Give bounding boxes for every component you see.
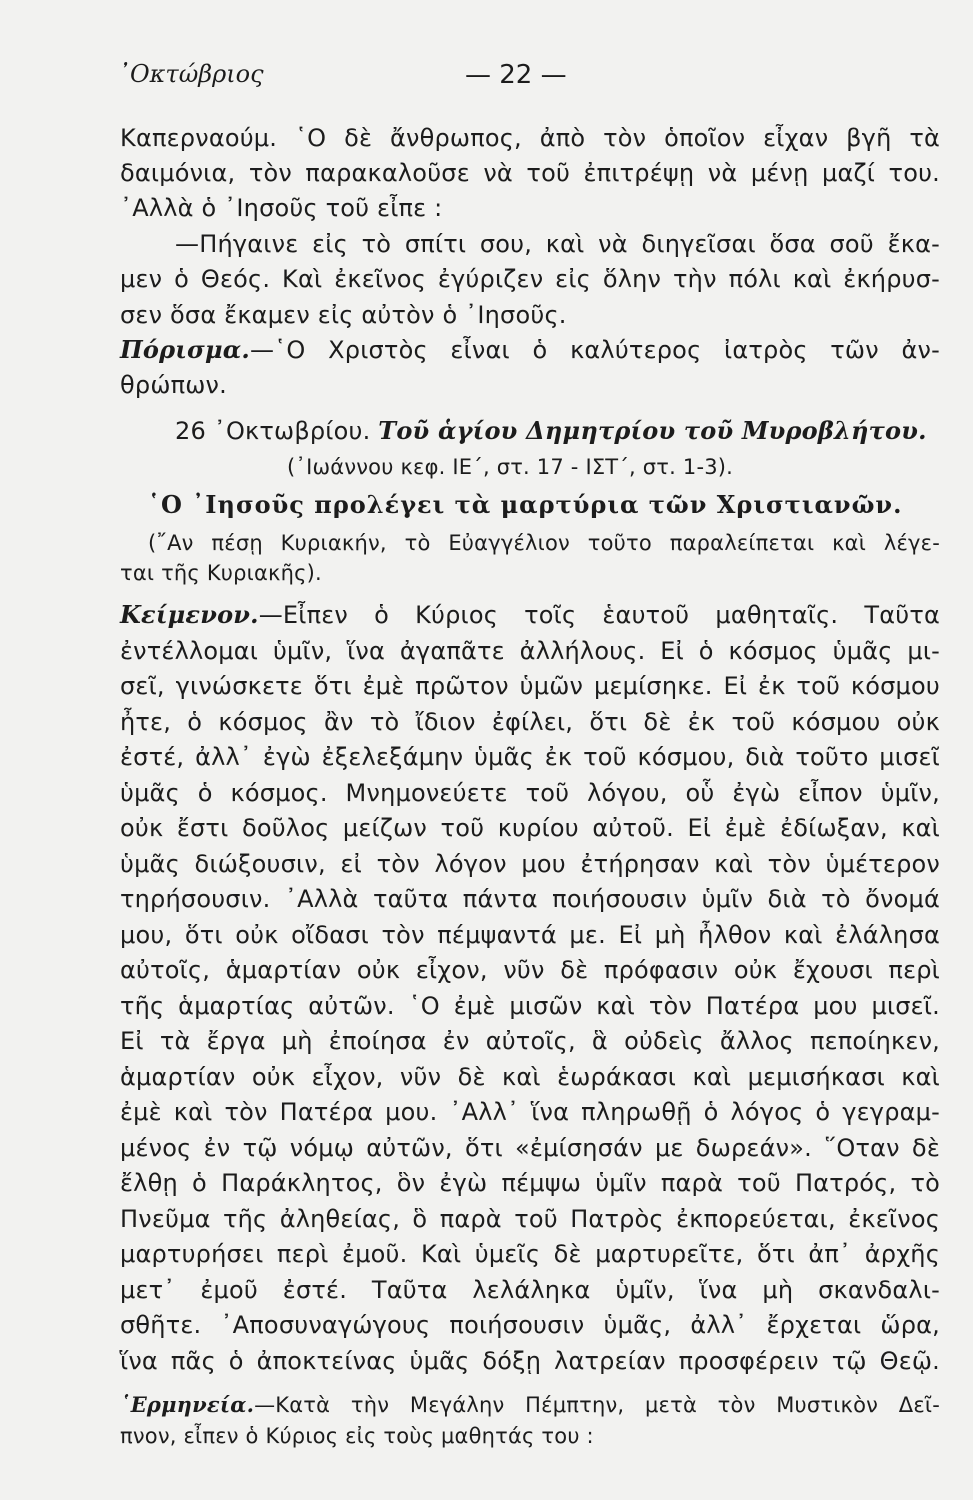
porisma-label: Πόρισμα. <box>120 335 250 364</box>
text-line: —Πήγαινε εἰς τὸ σπίτι σου, καὶ νὰ διηγεῖσαι ὅσα σοῦ ἔκα- <box>175 230 940 258</box>
section-title: ῾Ο ᾿Ιησοῦς προλέγει τὰ μαρτύρια τῶν Χριστιανῶν. <box>148 490 903 519</box>
text-line: Καπερναούμ. ῾Ο δὲ ἄνθρωπος, ἀπὸ τὸν ὁποῖον εἶχαν βγῆ τὰ <box>120 124 940 152</box>
feast-date: 26 ᾿Οκτωβρίου. <box>175 417 371 445</box>
text-line: ἐστέ, ἀλλ᾿ ἐγὼ ἐξελεξάμην ὑμᾶς ἐκ τοῦ κόσμου, διὰ τοῦτο μισεῖ <box>120 743 940 771</box>
text-line: οὐκ ἔστι δοῦλος μείζων τοῦ κυρίου αὐτοῦ. Εἰ ἐμὲ ἐδίωξαν, καὶ <box>120 814 940 842</box>
text-line: Πνεῦμα τῆς ἀληθείας, ὃ παρὰ τοῦ Πατρὸς ἐκπορεύεται, ἐκεῖνος <box>120 1205 940 1233</box>
text-line: ἦτε, ὁ κόσμος ἂν τὸ ἴδιον ἐφίλει, ὅτι δὲ ἐκ τοῦ κόσμου οὐκ <box>120 708 940 736</box>
keimenon-label: Κείμενον. <box>120 600 259 629</box>
text-line: σεῖ, γινώσκετε ὅτι ἐμὲ πρῶτον ὑμῶν μεμίσηκε. Εἰ ἐκ τοῦ κόσμου <box>120 672 940 700</box>
text-line: ἐμὲ καὶ τὸν Πατέρα μου. ᾿Αλλ᾿ ἵνα πληρωθῇ ὁ λόγος ὁ γεγραμ- <box>120 1098 940 1126</box>
porisma-line <box>120 335 940 365</box>
text-line: τῆς ἁμαρτίας αὐτῶν. ῾Ο ἐμὲ μισῶν καὶ τὸν Πατέρα μου μισεῖ. <box>120 992 940 1020</box>
ermineia-text: —Κατὰ τὴν Μεγάλην Πέμπτην, μετὰ τὸν Μυστικὸν Δεῖ- <box>254 1393 940 1417</box>
text-line: ἁμαρτίαν οὐκ εἶχον, νῦν δὲ καὶ ἑωράκασι καὶ μεμισήκασι καὶ <box>120 1063 940 1091</box>
feast-saint: Τοῦ ἁγίου Δημητρίου τοῦ Μυροβλήτου. <box>378 416 927 445</box>
text-line: τηρήσουσιν. ᾿Αλλὰ ταῦτα πάντα ποιήσουσιν ὑμῖν διὰ τὸ ὄνομά <box>120 885 940 913</box>
text-line: ἵνα πᾶς ὁ ἀποκτείνας ὑμᾶς δόξῃ λατρείαν προσφέρειν τῷ Θεῷ. <box>120 1347 940 1375</box>
text-line: μετ᾿ ἐμοῦ ἐστέ. Ταῦτα λελάληκα ὑμῖν, ἵνα μὴ σκανδαλι- <box>120 1276 940 1304</box>
scripture-reference: (᾿Ιωάννου κεφ. ΙΕ΄, στ. 17 - ΙΣΤ΄, στ. 1-3). <box>287 455 734 479</box>
text-line: σεν ὅσα ἔκαμεν εἰς αὐτὸν ὁ ᾿Ιησοῦς. <box>120 301 567 329</box>
text-line: μου, ὅτι οὐκ οἴδασι τὸν πέμψαντά με. Εἰ μὴ ἦλθον καὶ ἐλάλησα <box>120 921 940 949</box>
text-line: ᾿Αλλὰ ὁ ᾿Ιησοῦς τοῦ εἶπε : <box>120 194 443 222</box>
note-line: ται τῆς Κυριακῆς). <box>120 561 322 585</box>
text-line: ἔλθῃ ὁ Παράκλητος, ὃν ἐγὼ πέμψω ὑμῖν παρὰ τοῦ Πατρός, τὸ <box>120 1169 940 1197</box>
porisma-text: —῾Ο Χριστὸς εἶναι ὁ καλύτερος ἰατρὸς τῶν ἀν- <box>249 336 940 364</box>
text-line: ὑμᾶς ὁ κόσμος. Μνημονεύετε τοῦ λόγου, οὗ ἐγὼ εἶπον ὑμῖν, <box>120 779 940 807</box>
keimenon-text: —Εἶπεν ὁ Κύριος τοῖς ἑαυτοῦ μαθηταῖς. Ταῦτα <box>258 601 940 629</box>
text-line: πνον, εἶπεν ὁ Κύριος εἰς τοὺς μαθητάς του : <box>120 1424 594 1448</box>
running-header-month: ᾿Οκτώβριος <box>118 60 264 88</box>
keimenon-line <box>120 600 940 630</box>
text-line: μεν ὁ Θεός. Καὶ ἐκεῖνος ἐγύριζεν εἰς ὅλην τὴν πόλι καὶ ἐκήρυσ- <box>120 265 940 293</box>
text-line: δαιμόνια, τὸν παρακαλοῦσε νὰ τοῦ ἐπιτρέψῃ νὰ μένῃ μαζί του. <box>120 159 940 187</box>
text-line: Εἰ τὰ ἔργα μὴ ἐποίησα ἐν αὐτοῖς, ἃ οὐδεὶς ἄλλος πεποίηκεν, <box>120 1027 940 1055</box>
text-line: αὐτοῖς, ἁμαρτίαν οὐκ εἶχον, νῦν δὲ πρόφασιν οὐκ ἔχουσι περὶ <box>120 956 940 984</box>
text-line: ἐντέλλομαι ὑμῖν, ἵνα ἀγαπᾶτε ἀλλήλους. Εἰ ὁ κόσμος ὑμᾶς μι- <box>120 637 940 665</box>
text-line: μένος ἐν τῷ νόμῳ αὐτῶν, ὅτι «ἐμίσησάν με δωρεάν». ῞Οταν δὲ <box>120 1134 940 1162</box>
text-line: σθῆτε. ᾿Αποσυναγώγους ποιήσουσιν ὑμᾶς, ἀλλ᾿ ἔρχεται ὥρα, <box>120 1311 940 1339</box>
ermineia-line <box>120 1390 940 1420</box>
feast-heading <box>175 416 973 446</box>
ermineia-label: ῾Ερμηνεία. <box>120 1392 255 1417</box>
page-number: — 22 — <box>465 60 567 90</box>
text-line: θρώπων. <box>120 371 227 399</box>
text-line: μαρτυρήσει περὶ ἐμοῦ. Καὶ ὑμεῖς δὲ μαρτυρεῖτε, ὅτι ἀπ᾿ ἀρχῆς <box>120 1240 940 1268</box>
note-line: (῎Αν πέσῃ Κυριακήν, τὸ Εὐαγγέλιον τοῦτο παραλείπεται καὶ λέγε- <box>148 531 940 555</box>
text-line: ὑμᾶς διώξουσιν, εἰ τὸν λόγον μου ἐτήρησαν καὶ τὸν ὑμέτερον <box>120 850 940 878</box>
